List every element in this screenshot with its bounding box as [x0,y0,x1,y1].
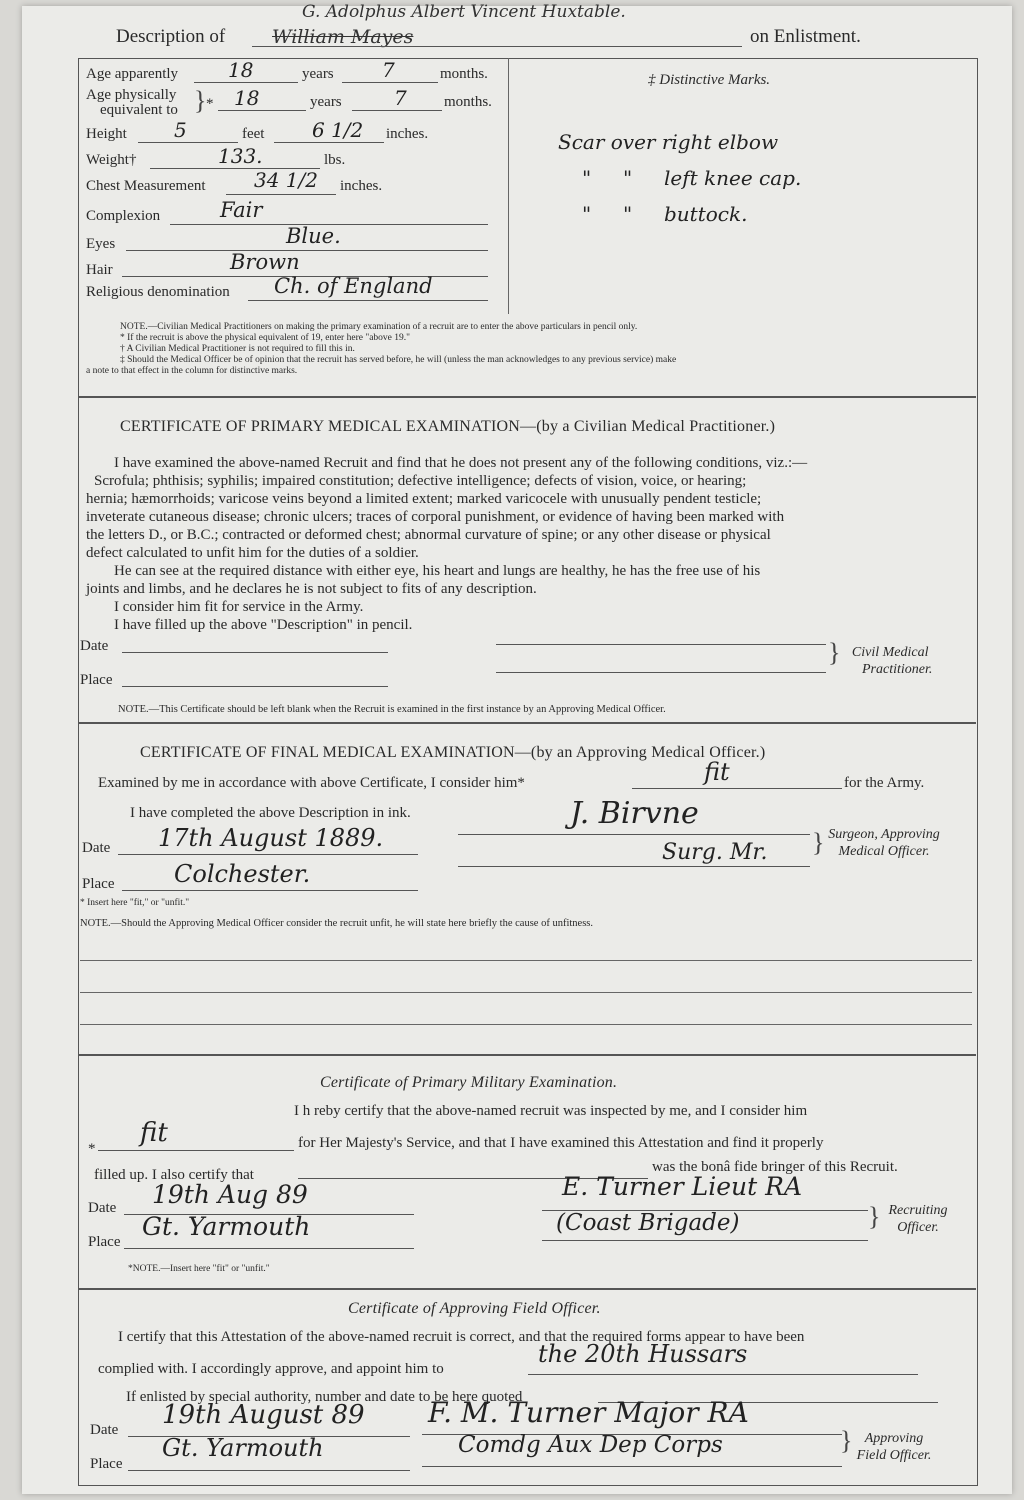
complexion-value: Fair [220,198,263,222]
age-physically-years: 18 [234,86,260,110]
fo-place-label: Place [90,1456,123,1472]
brace: } [840,1426,853,1455]
primary-military-heading: Certificate of Primary Military Examination. [320,1074,618,1091]
age-physically-line1: Age physically [86,87,177,103]
note-distinctive-column: a note to that effect in the column for distinctive marks. [86,366,298,376]
final-medical-heading: CERTIFICATE OF FINAL MEDICAL EXAMINATION—(by an Approving Medical Officer.) [140,744,766,761]
pmil-line3-suffix: was the bonâ fide bringer of this Recruit. [652,1159,898,1175]
note-pencil: NOTE.—Civilian Medical Practitioners on making the primary examination of a recruit are to enter the above particulars in pencil only. [120,322,638,332]
fm-fit-value: fit [704,758,730,786]
eyes-label: Eyes [86,236,116,252]
pmil-marker: * [88,1141,96,1157]
age-apparently-label: Age apparently [86,66,179,82]
section-divider-4 [79,1288,976,1290]
age-physically-label [86,88,178,118]
pm-line-10: I have filled up the above "Description" in pencil. [114,617,413,633]
pm-signer-title [848,644,932,678]
name-line [252,46,742,47]
inches-label: inches. [386,126,429,142]
mark-2: " " left knee cap. [582,166,802,190]
section-divider-1 [79,396,976,398]
fm-signer-title [814,826,954,860]
fm-line2: I have completed the above Description in ink. [130,805,411,821]
column-divider [508,58,509,314]
age-physically-line2: equivalent to [100,102,178,118]
fm-line1-suffix: for the Army. [844,775,925,791]
pmil-signer-line2: Officer. [897,1220,939,1235]
pm-line-3: hernia; hæmorrhoids; varicose veins beyond a limited extent; marked varicocele with unusually pendent testicle; [86,491,762,507]
pmil-note: *NOTE.—Insert here "fit" or "unfit." [128,1264,270,1274]
fm-place-value: Colchester. [174,860,311,888]
unfitness-line-2 [80,992,972,993]
fm-place-label: Place [82,876,115,892]
fo-line3: If enlisted by special authority, number and date to be here quoted [126,1389,523,1405]
fo-date-value: 19th August 89 [162,1400,365,1430]
form-title-prefix: Description of [116,26,226,47]
pmil-place-value: Gt. Yarmouth [142,1212,311,1241]
fo-signature-unit: Comdg Aux Dep Corps [458,1432,723,1458]
pm-line-6: defect calculated to unfit him for the duties of a soldier. [86,545,419,561]
complexion-label: Complexion [86,208,161,224]
fm-date-value: 17th August 1889. [158,824,384,852]
note-previous-service: ‡ Should the Medical Officer be of opinion that the recruit has served before, he will (unless the man acknowledges to any previous service) make [120,355,677,365]
age-physically-marker: * [206,96,214,112]
pm-signer-line1: Civil Medical [851,645,929,660]
months-label-2: months. [444,94,492,110]
unfitness-line-3 [80,1024,972,1025]
pmil-signature: E. Turner Lieut RA [562,1172,803,1201]
religion-label: Religious denomination [86,284,230,300]
pmil-line3-prefix: filled up. I also certify that [94,1167,254,1183]
pmil-line2: for Her Majesty's Service, and that I have examined this Attestation and find it properly [298,1135,824,1151]
pm-line-2: Scrofula; phthisis; syphilis; impaired constitution; defective intelligence; defects of vision, voice, or hearing; [94,473,747,489]
pm-line-9: I consider him fit for service in the Army. [114,599,364,615]
primary-medical-heading: CERTIFICATE OF PRIMARY MEDICAL EXAMINATION—(by a Civilian Medical Practitioner.) [120,418,776,435]
distinctive-marks-label: ‡ Distinctive Marks. [648,72,771,88]
pmil-place-label: Place [88,1234,121,1250]
pm-line-5: the letters D., or B.C.; contracted or deformed chest; abnormal curvature of spine; or any other disease or physical [86,527,771,543]
section-divider-3 [79,1054,976,1056]
note-weight: † A Civilian Medical Practitioner is not required to fill this in. [120,344,355,354]
form-title-suffix: on Enlistment. [750,26,861,47]
fo-place-value: Gt. Yarmouth [162,1434,324,1462]
attestation-form-page [22,2,1012,1494]
years-label-2: years [310,94,342,110]
years-label: years [302,66,334,82]
height-label: Height [86,126,127,142]
fo-signer-line1: Approving [864,1431,924,1446]
pmil-fit-value: fit [140,1118,168,1148]
religion-value: Ch. of England [274,274,433,298]
pm-line-7: He can see at the required distance with either eye, his heart and lungs are healthy, he has the free use of his [114,563,761,579]
top-notes [86,322,966,377]
fm-signature-title: Surg. Mr. [662,840,768,865]
weight-label: Weight† [86,152,137,168]
chest-value: 34 1/2 [254,168,318,192]
hair-label: Hair [86,262,113,278]
months-label: months. [440,66,488,82]
height-feet: 5 [174,118,187,142]
pm-place-label: Place [80,672,113,688]
fm-line1-prefix: Examined by me in accordance with above Certificate, I consider him* [98,775,525,791]
pm-date-label: Date [80,638,109,654]
mark-3: " " buttock. [582,202,748,226]
age-apparently-years: 18 [228,58,254,82]
pmil-signer-line1: Recruiting [888,1203,948,1218]
fo-date-label: Date [90,1422,119,1438]
hair-value: Brown [230,250,300,274]
fm-signer-line1: Surgeon, Approving [828,827,940,842]
fo-line1: I certify that this Attestation of the above-named recruit is correct, and that the required forms appear to have been [118,1329,805,1345]
pmil-date-value: 19th Aug 89 [152,1180,308,1209]
name-struck: William Mayes [272,26,414,48]
fo-signer-title [848,1430,940,1464]
note-above-19: * If the recruit is above the physical equivalent of 19, enter here "above 19." [120,333,411,343]
chest-unit: inches. [340,178,383,194]
feet-label: feet [242,126,265,142]
fm-footnote: * Insert here "fit," or "unfit." [80,898,190,908]
pm-line-1: I have examined the above-named Recruit and find that he does not present any of the following conditions, viz.:— [114,455,808,471]
fm-signature: J. Birvne [570,796,699,831]
fo-signature: F. M. Turner Major RA [428,1396,749,1429]
chest-label: Chest Measurement [86,178,206,194]
fo-line2-prefix: complied with. I accordingly approve, and appoint him to [98,1361,444,1377]
pm-line-8: joints and limbs, and he declares he is not subject to fits of any description. [86,581,537,597]
pm-line-4: inveterate cutaneous disease; chronic ulcers; traces of corporal punishment, or evidence of having been marked with [86,509,785,525]
brace: } [812,828,825,857]
name-written: G. Adolphus Albert Vincent Huxtable. [302,2,626,22]
weight-value: 133. [218,144,263,168]
lbs-label: lbs. [324,152,346,168]
fm-note: NOTE.—Should the Approving Medical Officer consider the recruit unfit, he will state here briefly the cause of unfitness. [80,918,593,929]
pmil-signature-unit: (Coast Brigade) [556,1210,740,1236]
age-apparently-months: 7 [382,58,395,82]
fm-date-label: Date [82,840,111,856]
brace: } [194,86,207,115]
height-inches: 6 1/2 [312,118,364,142]
pmil-signer-title [878,1202,958,1236]
primary-medical-text [86,454,966,634]
field-officer-heading: Certificate of Approving Field Officer. [348,1300,601,1317]
brace: } [868,1202,881,1231]
section-divider-2 [79,722,976,724]
pm-signer-line2: Practitioner. [862,662,933,677]
age-physically-months: 7 [394,86,407,110]
pmil-date-label: Date [88,1200,117,1216]
unfitness-line-1 [80,960,972,961]
pmil-line1: I h reby certify that the above-named recruit was inspected by me, and I consider him [294,1103,808,1119]
pm-note: NOTE.—This Certificate should be left blank when the Recruit is examined in the first instance by an Approving Medical Officer. [118,704,666,715]
eyes-value: Blue. [286,224,341,248]
fo-signer-line2: Field Officer. [856,1448,932,1463]
fm-signer-line2: Medical Officer. [838,844,930,859]
mark-1: Scar over right elbow [558,130,779,154]
brace: } [828,638,841,667]
fo-appointment: the 20th Hussars [538,1340,748,1368]
